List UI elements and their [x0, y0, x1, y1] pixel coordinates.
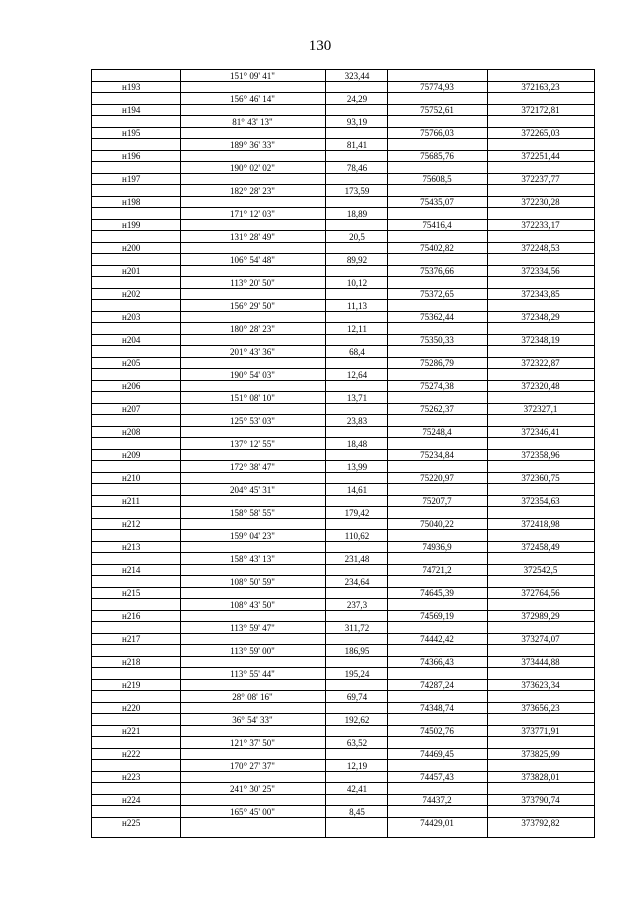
distance-cell: 69,74 — [346, 692, 368, 702]
angle-cell: 158° 43' 13" — [230, 554, 275, 564]
row-divider — [92, 242, 594, 243]
y-coordinate-cell: 372248,53 — [521, 243, 560, 253]
distance-cell: 13,71 — [346, 393, 368, 403]
row-divider — [92, 725, 594, 726]
point-name-cell: н203 — [122, 312, 141, 322]
angle-cell: 204° 45' 31" — [230, 485, 275, 495]
table-row — [92, 70, 594, 93]
table-row — [92, 300, 594, 323]
angle-cell: 36° 54' 33" — [232, 715, 273, 725]
table-row — [92, 737, 594, 760]
distance-cell: 93,19 — [346, 117, 368, 127]
x-coordinate-cell: 74442,42 — [420, 634, 454, 644]
y-coordinate-cell: 372360,75 — [521, 473, 560, 483]
y-coordinate-cell: 372764,56 — [521, 588, 560, 598]
row-divider — [92, 311, 594, 312]
point-name-cell: н221 — [122, 726, 141, 736]
distance-cell: 78,46 — [346, 163, 368, 173]
x-coordinate-cell: 75752,61 — [420, 105, 454, 115]
x-coordinate-cell: 75234,84 — [420, 450, 454, 460]
point-name-cell: н214 — [122, 565, 141, 575]
y-coordinate-cell: 373623,34 — [521, 680, 560, 690]
row-divider — [92, 495, 594, 496]
x-coordinate-cell: 74936,9 — [422, 542, 452, 552]
y-coordinate-cell: 372346,41 — [521, 427, 560, 437]
x-coordinate-cell: 75435,07 — [420, 197, 454, 207]
distance-cell: 12,11 — [347, 324, 367, 334]
table-row — [92, 254, 594, 277]
distance-cell: 173,59 — [344, 186, 370, 196]
distance-cell: 14,61 — [346, 485, 368, 495]
distance-cell: 20,5 — [349, 232, 365, 242]
table-row — [92, 622, 594, 645]
distance-cell: 195,24 — [344, 669, 370, 679]
y-coordinate-cell: 372172,81 — [521, 105, 560, 115]
angle-cell: 156° 29' 50" — [230, 301, 275, 311]
angle-cell: 241° 30' 25" — [230, 784, 275, 794]
x-coordinate-cell: 75774,93 — [420, 82, 454, 92]
table-row — [92, 783, 594, 806]
row-divider — [92, 219, 594, 220]
angle-cell: 180° 28' 23" — [230, 324, 275, 334]
x-coordinate-cell: 75262,37 — [420, 404, 454, 414]
angle-cell: 28° 08' 16" — [232, 692, 273, 702]
x-coordinate-cell: 75376,66 — [420, 266, 454, 276]
angle-cell: 113° 20' 50" — [230, 278, 275, 288]
angle-cell: 158° 58' 55" — [230, 508, 275, 518]
y-coordinate-cell: 372458,49 — [521, 542, 560, 552]
angle-cell: 113° 59' 00" — [230, 646, 275, 656]
angle-cell: 131° 28' 49" — [230, 232, 275, 242]
distance-cell: 234,64 — [344, 577, 370, 587]
row-divider — [92, 656, 594, 657]
y-coordinate-cell: 372322,87 — [521, 358, 560, 368]
y-coordinate-cell: 373656,23 — [521, 703, 560, 713]
x-coordinate-cell: 75040,22 — [420, 519, 454, 529]
table-row — [92, 714, 594, 737]
point-name-cell: н199 — [122, 220, 141, 230]
angle-cell: 108° 50' 59" — [230, 577, 275, 587]
row-divider — [92, 472, 594, 473]
y-coordinate-cell: 372230,28 — [521, 197, 560, 207]
x-coordinate-cell: 75416,4 — [422, 220, 452, 230]
angle-cell: 81° 43' 13" — [232, 117, 273, 127]
y-coordinate-cell: 372233,17 — [521, 220, 560, 230]
y-coordinate-cell: 373825,99 — [521, 749, 560, 759]
row-divider — [92, 265, 594, 266]
x-coordinate-cell: 75286,79 — [420, 358, 454, 368]
angle-cell: 113° 55' 44" — [230, 669, 275, 679]
x-coordinate-cell: 75248,4 — [422, 427, 452, 437]
table-row — [92, 553, 594, 576]
point-name-cell: н209 — [122, 450, 141, 460]
distance-cell: 231,48 — [344, 554, 370, 564]
row-divider — [92, 426, 594, 427]
row-divider — [92, 127, 594, 128]
point-name-cell: н204 — [122, 335, 141, 345]
angle-cell: 125° 53' 03" — [230, 416, 275, 426]
distance-cell: 18,89 — [346, 209, 368, 219]
table-row — [92, 208, 594, 231]
x-coordinate-cell: 75766,03 — [420, 128, 454, 138]
row-divider — [92, 564, 594, 565]
row-divider — [92, 150, 594, 151]
distance-cell: 89,92 — [346, 255, 368, 265]
point-name-cell: н218 — [122, 657, 141, 667]
x-coordinate-cell: 74457,43 — [420, 772, 454, 782]
table-row — [92, 369, 594, 392]
point-name-cell: н194 — [122, 105, 141, 115]
point-name-cell: н207 — [122, 404, 141, 414]
row-divider — [92, 541, 594, 542]
y-coordinate-cell: 372348,19 — [521, 335, 560, 345]
distance-cell: 23,83 — [346, 416, 368, 426]
point-name-cell: н210 — [122, 473, 141, 483]
point-name-cell: н222 — [122, 749, 141, 759]
distance-cell: 110,62 — [344, 531, 370, 541]
distance-cell: 8,45 — [349, 807, 365, 817]
table-row — [92, 231, 594, 254]
row-divider — [92, 518, 594, 519]
y-coordinate-cell: 372327,1 — [523, 404, 558, 414]
y-coordinate-cell: 372343,85 — [521, 289, 560, 299]
table-row — [92, 277, 594, 300]
angle-cell: 190° 02' 02" — [230, 163, 275, 173]
row-divider — [92, 633, 594, 634]
distance-cell: 12,19 — [346, 761, 368, 771]
table-row — [92, 323, 594, 346]
point-name-cell: н219 — [122, 680, 141, 690]
table-row — [92, 599, 594, 622]
y-coordinate-cell: 373828,01 — [521, 772, 560, 782]
x-coordinate-cell: 75207,7 — [422, 496, 452, 506]
x-coordinate-cell: 75372,65 — [420, 289, 454, 299]
x-coordinate-cell: 75685,76 — [420, 151, 454, 161]
row-divider — [92, 104, 594, 105]
row-divider — [92, 748, 594, 749]
row-divider — [92, 173, 594, 174]
angle-cell: 182° 28' 23" — [230, 186, 275, 196]
y-coordinate-cell: 373790,74 — [521, 795, 560, 805]
y-coordinate-cell: 372251,44 — [521, 151, 560, 161]
row-divider — [92, 794, 594, 795]
table-row — [92, 415, 594, 438]
distance-cell: 24,29 — [346, 94, 368, 104]
x-coordinate-cell: 74429,01 — [420, 818, 454, 828]
table-row — [92, 484, 594, 507]
coordinates-table — [91, 69, 595, 838]
x-coordinate-cell: 75220,97 — [420, 473, 454, 483]
angle-cell: 106° 54' 48" — [230, 255, 275, 265]
angle-cell: 108° 43' 50" — [230, 600, 275, 610]
y-coordinate-cell: 372163,23 — [521, 82, 560, 92]
x-coordinate-cell: 74569,19 — [420, 611, 454, 621]
row-divider — [92, 771, 594, 772]
point-name-cell: н198 — [122, 197, 141, 207]
table-row — [92, 461, 594, 484]
point-name-cell: н206 — [122, 381, 141, 391]
table-row — [92, 645, 594, 668]
x-coordinate-cell: 75362,44 — [420, 312, 454, 322]
page-number: 130 — [308, 38, 332, 54]
point-name-cell: н211 — [122, 496, 140, 506]
distance-cell: 237,3 — [346, 600, 368, 610]
distance-cell: 68,4 — [349, 347, 365, 357]
y-coordinate-cell: 372348,29 — [521, 312, 560, 322]
distance-cell: 323,44 — [344, 71, 370, 81]
table-row — [92, 576, 594, 599]
point-name-cell: н202 — [122, 289, 141, 299]
x-coordinate-cell: 75608,5 — [422, 174, 452, 184]
table-row — [92, 691, 594, 714]
point-name-cell: н212 — [122, 519, 141, 529]
x-coordinate-cell: 75350,33 — [420, 335, 454, 345]
point-name-cell: н193 — [122, 82, 141, 92]
row-divider — [92, 357, 594, 358]
table-row — [92, 116, 594, 139]
angle-cell: 189° 36' 33" — [230, 140, 275, 150]
table-row — [92, 507, 594, 530]
point-name-cell: н197 — [122, 174, 141, 184]
point-name-cell: н216 — [122, 611, 141, 621]
angle-cell: 121° 37' 50" — [230, 738, 275, 748]
row-divider — [92, 288, 594, 289]
x-coordinate-cell: 74348,74 — [420, 703, 454, 713]
y-coordinate-cell: 372358,96 — [521, 450, 560, 460]
y-coordinate-cell: 372989,29 — [521, 611, 560, 621]
angle-cell: 159° 04' 23" — [230, 531, 275, 541]
y-coordinate-cell: 373771,91 — [521, 726, 560, 736]
distance-cell: 10,12 — [346, 278, 368, 288]
angle-cell: 190° 54' 03" — [230, 370, 275, 380]
angle-cell: 172° 38' 47" — [230, 462, 275, 472]
x-coordinate-cell: 74721,2 — [422, 565, 452, 575]
x-coordinate-cell: 75274,38 — [420, 381, 454, 391]
point-name-cell: н201 — [122, 266, 141, 276]
point-name-cell: н224 — [122, 795, 141, 805]
angle-cell: 151° 08' 10" — [230, 393, 275, 403]
distance-cell: 18,48 — [346, 439, 368, 449]
point-name-cell: н195 — [122, 128, 141, 138]
table-row — [92, 438, 594, 461]
angle-cell: 170° 27' 37" — [230, 761, 275, 771]
y-coordinate-cell: 373444,88 — [521, 657, 560, 667]
y-coordinate-cell: 372418,98 — [521, 519, 560, 529]
point-name-cell: н225 — [122, 818, 141, 828]
point-name-cell: н220 — [122, 703, 141, 713]
angle-cell: 113° 59' 47" — [230, 623, 275, 633]
table-row — [92, 668, 594, 691]
point-name-cell: н217 — [122, 634, 141, 644]
point-name-cell: н223 — [122, 772, 141, 782]
y-coordinate-cell: 372237,77 — [521, 174, 560, 184]
table-row — [92, 760, 594, 783]
y-coordinate-cell: 373274,07 — [521, 634, 560, 644]
y-coordinate-cell: 372354,63 — [521, 496, 560, 506]
angle-cell: 137° 12' 55" — [230, 439, 275, 449]
point-name-cell: н213 — [122, 542, 141, 552]
distance-cell: 311,72 — [344, 623, 370, 633]
row-divider — [92, 334, 594, 335]
angle-cell: 201° 43' 36" — [230, 347, 275, 357]
table-row — [92, 392, 594, 415]
x-coordinate-cell: 74366,43 — [420, 657, 454, 667]
angle-cell: 171° 12' 03" — [230, 209, 275, 219]
x-coordinate-cell: 75402,82 — [420, 243, 454, 253]
table-row — [92, 185, 594, 208]
row-divider — [92, 449, 594, 450]
table-row — [92, 93, 594, 116]
table-row — [92, 806, 594, 829]
x-coordinate-cell: 74437,2 — [422, 795, 452, 805]
point-name-cell: н200 — [122, 243, 141, 253]
y-coordinate-cell: 372320,48 — [521, 381, 560, 391]
y-coordinate-cell: 373792,82 — [521, 818, 560, 828]
row-divider — [92, 196, 594, 197]
x-coordinate-cell: 74645,39 — [420, 588, 454, 598]
angle-cell: 165° 45' 00" — [230, 807, 275, 817]
row-divider — [92, 403, 594, 404]
distance-cell: 11,13 — [347, 301, 367, 311]
distance-cell: 186,95 — [344, 646, 370, 656]
y-coordinate-cell: 372542,5 — [523, 565, 558, 575]
row-divider — [92, 610, 594, 611]
distance-cell: 63,52 — [346, 738, 368, 748]
table-row — [92, 162, 594, 185]
angle-cell: 151° 09' 41" — [230, 71, 275, 81]
row-divider — [92, 817, 594, 818]
point-name-cell: н196 — [122, 151, 141, 161]
distance-cell: 179,42 — [344, 508, 370, 518]
angle-cell: 156° 46' 14" — [230, 94, 275, 104]
point-name-cell: н205 — [122, 358, 141, 368]
point-name-cell: н208 — [122, 427, 141, 437]
table-row — [92, 139, 594, 162]
distance-cell: 81,41 — [346, 140, 368, 150]
x-coordinate-cell: 74469,45 — [420, 749, 454, 759]
distance-cell: 192,62 — [344, 715, 370, 725]
distance-cell: 13,99 — [346, 462, 368, 472]
table-row — [92, 346, 594, 369]
row-divider — [92, 81, 594, 82]
row-divider — [92, 702, 594, 703]
y-coordinate-cell: 372265,03 — [521, 128, 560, 138]
distance-cell: 42,41 — [346, 784, 368, 794]
table-row — [92, 530, 594, 553]
point-name-cell: н215 — [122, 588, 141, 598]
x-coordinate-cell: 74502,76 — [420, 726, 454, 736]
distance-cell: 12,64 — [346, 370, 368, 380]
x-coordinate-cell: 74287,24 — [420, 680, 454, 690]
y-coordinate-cell: 372334,56 — [521, 266, 560, 276]
row-divider — [92, 587, 594, 588]
row-divider — [92, 679, 594, 680]
row-divider — [92, 380, 594, 381]
